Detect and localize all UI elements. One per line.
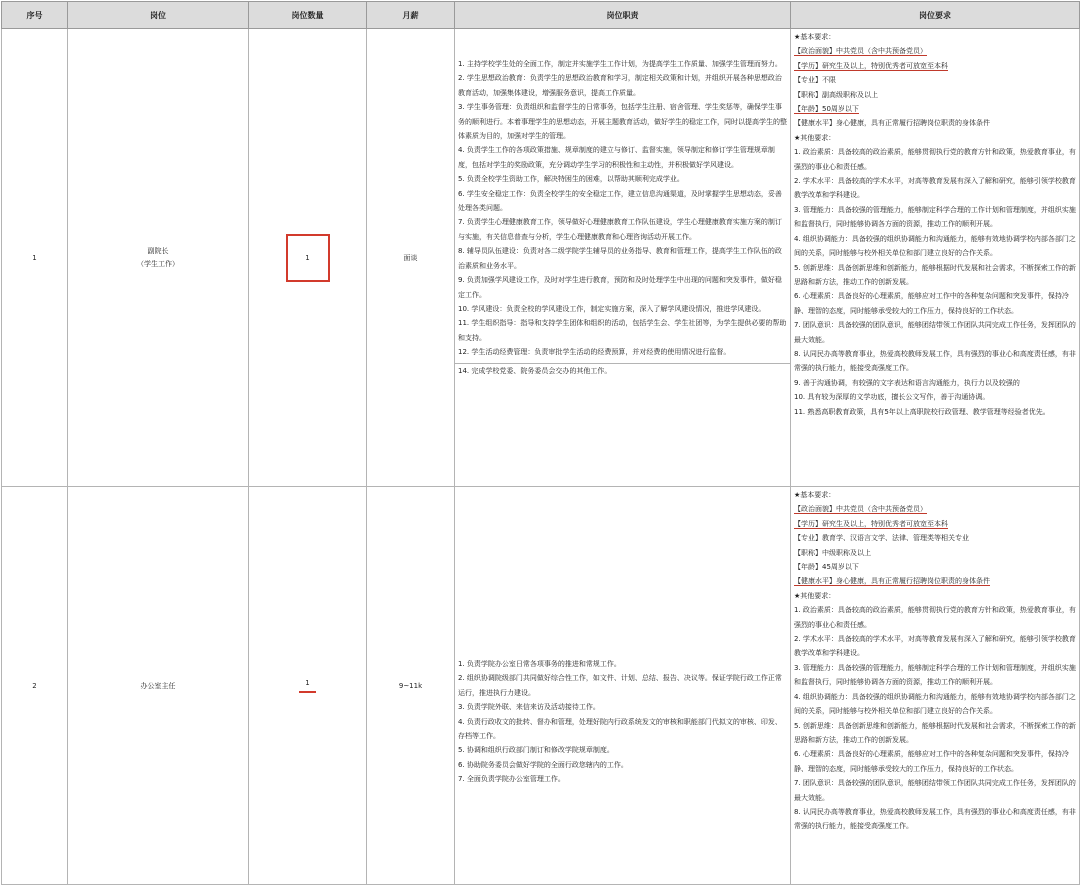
duty-item: 7. 全面负责学院办公室管理工作。 (458, 775, 565, 784)
duty-item: 4. 负责学生工作的各项政策措施、规章制度的建立与修订、监督实施，领导制定和修订学生管理规章制度，包括对学生的奖励政策，充分调动学生学习的积极性和主动性，并积极做好学风建设。 (458, 146, 775, 169)
header-position: 岗位 (68, 2, 249, 29)
duty-item: 1. 负责学院办公室日常各项事务的推进和常规工作。 (458, 660, 621, 668)
other-req-item: 3. 管理能力：具备较强的管理能力，能够制定科学合理的工作计划和管理制度，并组织实施和监督执行，同时能够协调各方面的资源，推动工作的顺利开展。 (794, 205, 1076, 229)
duty-item: 6. 协助院务委员会做好学院的全面行政您辖内的工作。 (458, 760, 628, 769)
other-req-item: 8. 认同民办高等教育事业，热爱高校教师发展工作，具有强烈的事业心和高度责任感，有非常强的执行能力，能接受高强度工作。 (794, 349, 1076, 373)
basic-req-title: ★基本要求： (794, 491, 836, 499)
basic-req-item (794, 73, 1077, 87)
basic-req-text: 【年龄】50周岁以下 (794, 105, 859, 114)
row-index: 1 (2, 29, 68, 487)
basic-req-text: 【专业】不限 (794, 76, 836, 85)
other-req-title: ★其他要求： (794, 591, 836, 600)
other-req-item: 10. 具有较为深厚的文学功底，擅长公文写作，善于沟通协调。 (794, 393, 990, 402)
other-req-item: 7. 团队意识：具备较强的团队意识，能够团结带领工作团队共同完成工作任务，发挥团队的最大效能。 (794, 321, 1076, 344)
duty-item: 14. 完成学校党委、院务委员会交办的其他工作。 (458, 366, 612, 375)
basic-req-title: ★基本要求： (794, 33, 836, 41)
basic-req-item (794, 574, 1077, 588)
position-title: 副院长 (147, 247, 169, 255)
other-req-item: 7. 团队意识：具备较强的团队意识，能够团结带领工作团队共同完成工作任务，发挥团队的最大效能。 (794, 779, 1076, 802)
basic-req-item (794, 517, 1077, 531)
duty-item: 11. 学生组织指导：指导和支持学生团体和组织的活动，包括学生会、学生社团等，为学生提供必要的帮助和支持。 (458, 319, 787, 342)
position-cell (68, 487, 249, 885)
basic-req-item (794, 531, 1077, 545)
basic-req-text: 【政治面貌】中共党员（含中共预备党员） (794, 47, 927, 56)
duty-item: 7. 负责学生心理健康教育工作，领导做好心理健康教育工作队伍建设，学生心理健康教育实施方案的制订与实施，有关信息普查与分析，学生心理健康教育和心理咨询活动开展工作。 (458, 218, 782, 241)
duty-item: 10. 学风建设：负责全校的学风建设工作，制定实施方案，深入了解学风建设情况，推进学风建设。 (458, 304, 766, 313)
basic-req-list (794, 44, 1077, 130)
basic-req-text: 【健康水平】身心健康，具有正常履行招聘岗位职责的身体条件 (794, 577, 990, 586)
salary-cell: 9~11k (367, 487, 455, 885)
salary-cell: 面谈 (367, 29, 455, 487)
other-req-title: ★其他要求： (794, 133, 836, 142)
duties-list (458, 57, 787, 378)
basic-req-item (794, 102, 1077, 116)
duty-item: 1. 主持学校学生处的全面工作，制定并实施学生工作计划，为提高学生工作质量、加强学生管理而努力。 (458, 60, 782, 68)
quantity-underline: 1 (299, 679, 315, 693)
other-req-item: 9. 善于沟通协调，有较强的文字表达和语言沟通能力，执行力以及较强的 (794, 378, 1020, 387)
other-req-item: 11. 熟悉高职教育政策，具有5年以上高职院校行政管理、教学管理等经验者优先。 (794, 407, 1050, 416)
basic-req-text: 【专业】教育学、汉语言文学、法律、管理类等相关专业 (794, 534, 969, 543)
position-cell (68, 29, 249, 487)
header-row (2, 2, 1080, 29)
header-salary: 月薪 (367, 2, 455, 29)
basic-req-item (794, 116, 1077, 130)
other-req-item: 4. 组织协调能力：具备较强的组织协调能力和沟通能力，能够有效地协调学校内部各部门之间的关系，同时能够与校外相关单位和部门建立良好的合作关系。 (794, 692, 1076, 716)
requirements-cell (791, 487, 1080, 885)
quantity-cell (249, 487, 367, 885)
quantity-highlight-box: 1 (286, 234, 330, 282)
header-duties: 岗位职责 (455, 2, 791, 29)
table-row (2, 29, 1080, 487)
job-table (1, 1, 1080, 885)
basic-req-item (794, 502, 1077, 516)
header-quantity: 岗位数量 (249, 2, 367, 29)
duty-item: 6. 学生安全稳定工作：负责全校学生的安全稳定工作，建立信息沟通渠道，及时掌握学生思想动态，妥善处理各类问题。 (458, 189, 782, 213)
basic-req-item (794, 59, 1077, 73)
duty-item: 5. 协调和组织行政部门制订和修改学院规章制度。 (458, 746, 614, 755)
other-req-list (794, 145, 1077, 419)
duty-item: 8. 辅导员队伍建设：负责对各二级学院学生辅导员的业务指导、教育和管理工作，提高学生工作队伍的政治素质和业务水平。 (458, 247, 782, 270)
basic-req-text: 【学历】研究生及以上，特别优秀者可放宽至本科 (794, 61, 948, 70)
duty-item: 3. 负责学院外联、来信来访及活动接待工作。 (458, 703, 600, 712)
row-index: 2 (2, 487, 68, 885)
duty-item: 2. 组织协调院级部门共同做好综合性工作，如文件、计划、总结、报告、决议等。保证学院行政工作正常运行，推进执行力建设。 (458, 674, 782, 697)
requirements-cell (791, 29, 1080, 487)
position-subtitle: （学生工作） (137, 260, 179, 268)
duty-item: 9. 负责加强学风建设工作，及时对学生进行教育，预防和及时处理学生中出现的问题和突发事件，做好稳定工作。 (458, 276, 782, 299)
duties-cell (455, 29, 791, 487)
quantity-cell (249, 29, 367, 487)
other-req-item: 1. 政治素质：具备较高的政治素质，能够贯彻执行党的教育方针和政策，热爱教育事业，有强烈的事业心和责任感。 (794, 606, 1076, 629)
basic-req-text: 【政治面貌】中共党员（含中共预备党员） (794, 505, 927, 514)
other-req-item: 8. 认同民办高等教育事业，热爱高校教师发展工作，具有强烈的事业心和高度责任感，有非常强的执行能力，能接受高强度工作。 (794, 807, 1076, 831)
other-req-item: 6. 心理素质：具备良好的心理素质，能够应对工作中的各种复杂问题和突发事件，保持冷静、理智的态度，同时能够承受较大的工作压力，保持良好的工作状态。 (794, 292, 1069, 315)
duty-item: 12. 学生活动经费管理：负责审批学生活动的经费预算，并对经费的使用情况进行监督。 (458, 348, 731, 357)
other-req-item: 2. 学术水平：具备较高的学术水平，对高等教育发展有深入了解和研究，能够引领学校教育教学改革和学科建设。 (794, 635, 1076, 658)
other-req-item: 5. 创新思维：具备创新思维和创新能力，能够根据时代发展和社会需求，不断探索工作的新思路和新方法，推动工作的创新发展。 (794, 721, 1076, 744)
basic-req-item (794, 44, 1077, 58)
basic-req-item (794, 88, 1077, 102)
basic-req-text: 【职称】中级职称及以上 (794, 548, 871, 557)
other-req-item: 4. 组织协调能力：具备较强的组织协调能力和沟通能力，能够有效地协调学校内部各部门之间的关系，同时能够与校外相关单位和部门建立良好的合作关系。 (794, 234, 1076, 258)
duty-item: 3. 学生事务管理：负责组织和监督学生的日常事务，包括学生注册、宿舍管理、学生奖惩等，确保学生事务的顺利进行。本着事理学生的思想动态，开展主题教育活动，做好学生的稳定工作，同时以提高学生的整体素质为目的，加强对学生的管理。 (458, 103, 787, 141)
basic-req-text: 【学历】研究生及以上，特别优秀者可放宽至本科 (794, 519, 948, 528)
position-title: 办公室主任 (140, 681, 176, 690)
basic-req-text: 【职称】副高级职称及以上 (794, 90, 878, 99)
other-req-list (794, 603, 1077, 834)
duties-list (458, 657, 787, 787)
basic-req-list (794, 502, 1077, 588)
table-row (2, 487, 1080, 885)
other-req-item: 2. 学术水平：具备较高的学术水平，对高等教育发展有深入了解和研究，能够引领学校教育教学改革和学科建设。 (794, 177, 1076, 200)
duty-item: 2. 学生思想政治教育：负责学生的思想政治教育和学习，制定相关政策和计划，并组织开展各种思想政治教育活动，加强集体建设，增强服务意识，提高工作质量。 (458, 74, 782, 97)
other-req-item: 3. 管理能力：具备较强的管理能力，能够制定科学合理的工作计划和管理制度，并组织实施和监督执行，同时能够协调各方面的资源，推动工作的顺利开展。 (794, 663, 1076, 687)
duties-cell (455, 487, 791, 885)
other-req-item: 1. 政治素质：具备较高的政治素质，能够贯彻执行党的教育方针和政策，热爱教育事业，有强烈的事业心和责任感。 (794, 148, 1076, 171)
other-req-item: 6. 心理素质：具备良好的心理素质，能够应对工作中的各种复杂问题和突发事件，保持冷静、理智的态度，同时能够承受较大的工作压力，保持良好的工作状态。 (794, 750, 1069, 773)
other-req-item: 5. 创新思维：具备创新思维和创新能力，能够根据时代发展和社会需求，不断探索工作的新思路和新方法，推动工作的创新发展。 (794, 263, 1076, 286)
basic-req-item (794, 546, 1077, 560)
header-index: 序号 (2, 2, 68, 29)
duty-item: 5. 负责全校学生资助工作，解决特困生的困难，以帮助其顺利完成学业。 (458, 175, 684, 184)
duty-item: 4. 负责行政收文的批转、督办和管理，处理好院内行政系统发文的审核和职能部门代拟文的审核、印发、存档等工作。 (458, 717, 782, 741)
basic-req-item (794, 560, 1077, 574)
basic-req-text: 【健康水平】身心健康，具有正常履行招聘岗位职责的身体条件 (794, 119, 990, 128)
basic-req-text: 【年龄】45周岁以下 (794, 563, 859, 572)
header-requirements: 岗位要求 (791, 2, 1080, 29)
